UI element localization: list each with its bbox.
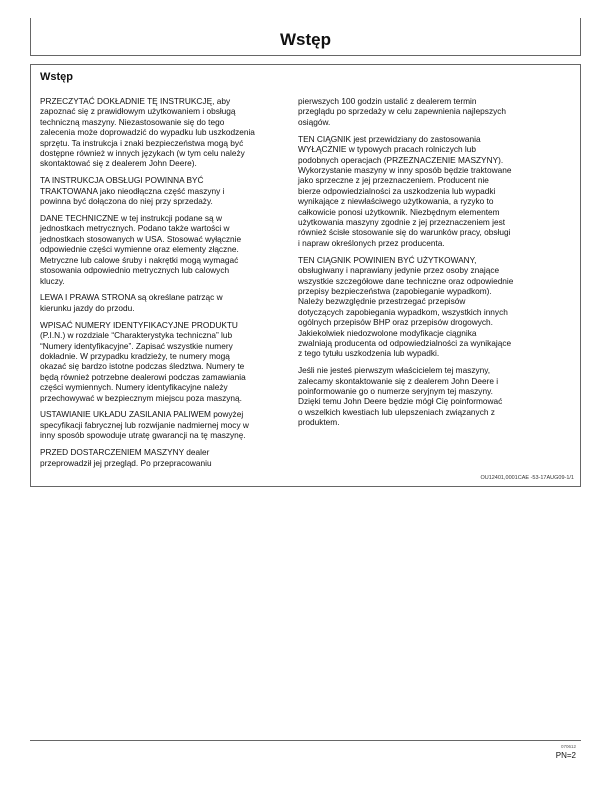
footer-divider xyxy=(30,740,581,741)
page-number: PN=2 xyxy=(555,751,576,760)
paragraph: PRZED DOSTARCZENIEM MASZYNY dealer przeprowadził jej przegląd. Po przepracowaniu xyxy=(40,447,212,468)
date-code: 070612 xyxy=(560,744,576,749)
page-title: Wstęp xyxy=(280,30,331,49)
left-column xyxy=(40,96,295,475)
paragraph: Jeśli nie jesteś pierwszym właścicielem tej maszyny, zalecamy skontaktowanie się z dealerem John Deere i poinformowanie go o numerze seryjnym tej maszyny. Dzięki temu John Deere będzie mógł Cię poinformować o wszelkich kwestiach lub ulepszeniach związanych z produktem. xyxy=(298,365,503,428)
paragraph: DANE TECHNICZNE w tej instrukcji podane są w jednostkach metrycznych. Podano także wartości w jednostkach stosowanych w USA. Stosować wyłącznie odpowiednie części wymienne oraz elementy złączne. Metryczne lub calowe śruby i nakrętki mogą wymagać stosowania odpowiednio metrycznych lub calowych kluczy. xyxy=(40,213,242,286)
paragraph: USTAWIANIE UKŁADU ZASILANIA PALIWEM powyżej specyfikacji fabrycznej lub rozwijanie nadmiernej mocy w inny sposób spowoduje utratę gwarancji na tę maszynę. xyxy=(40,409,249,441)
paragraph: LEWA I PRAWA STRONA są określane patrząc w kierunku jazdy do przodu. xyxy=(40,292,223,313)
paragraph: TA INSTRUKCJA OBSŁUGI POWINNA BYĆ TRAKTOWANA jako nieodłączna część maszyny i powinna być dołączona do niej przy sprzedaży. xyxy=(40,175,225,207)
paragraph: TEN CIĄGNIK POWINIEN BYĆ UŻYTKOWANY, obsługiwany i naprawiany jedynie przez osoby znające wszystkie szczegółowe dane techniczne oraz odpowiednie przepisy bezpieczeństwa (zapobieganie wypadkom). Należy bezwzględnie przestrzegać przepisów dotyczących zapobiegania wypadkom, wszystkich innych ogólnych przepisów BHP oraz przepisów drogowych. Jakiekolwiek niedozwolone modyfikacje ciągnika zwalniają producenta od odpowiedzialności za wynikające z tego tytułu uszkodzenia lub wypadki. xyxy=(298,254,514,359)
right-column xyxy=(298,96,570,434)
paragraph: WPISAĆ NUMERY IDENTYFIKACYJNE PRODUKTU (P.I.N.) w rozdziale “Charakterystyka techniczna” lub “Numery identyfikacyjne”. Zapisać wszystkie numery dokładnie. W przypadku kradzieży, te numery mogą okazać się bardzo istotne podczas śledztwa. Numery te będą również potrzebne dealerowi podczas zamawiania części wymiennych. Numery identyfikacyjne należy przechowywać w bezpiecznym miejscu poza maszyną. xyxy=(40,319,246,403)
paragraph: TEN CIĄGNIK jest przewidziany do zastosowania WYŁĄCZNIE w typowych pracach rolniczych lub podobnych operacjach (PRZEZNACZENIE MASZYNY). Wykorzystanie maszyny w inny sposób będzie traktowane jako sprzeczne z jej przeznaczeniem. Producent nie bierze odpowiedzialności za uszkodzenia lub wypadki wynikające z niewłaściwego użytkowania, a ryzyko to całkowicie ponosi użytkownik. Niezbędnym elementem użytkowania maszyny zgodnie z jej przeznaczeniem jest również ścisłe stosowanie się do warunków pracy, obsługi i napraw określonych przez producenta. xyxy=(298,133,512,248)
paragraph: PRZECZYTAĆ DOKŁADNIE TĘ INSTRUKCJĘ, aby zapoznać się z prawidłowym użytkowaniem i obsługą techniczną maszyny. Niezastosowanie się do tego zalecenia może doprowadzić do wypadku lub uszkodzenia sprzętu. Ta instrukcja i znaki bezpieczeństwa mogą być dostępne również w innych językach (w tym celu należy skontaktować się z dealerem John Deere). xyxy=(40,96,255,169)
section-box xyxy=(30,64,581,487)
document-reference: OU12401,0001CAE -53-17AUG09-1/1 xyxy=(480,475,574,481)
page-header xyxy=(30,18,581,56)
paragraph: pierwszych 100 godzin ustalić z dealerem termin przeglądu po sprzedaży w celu zapewnienia najlepszych osiągów. xyxy=(298,96,507,127)
section-title: Wstęp xyxy=(40,71,73,83)
